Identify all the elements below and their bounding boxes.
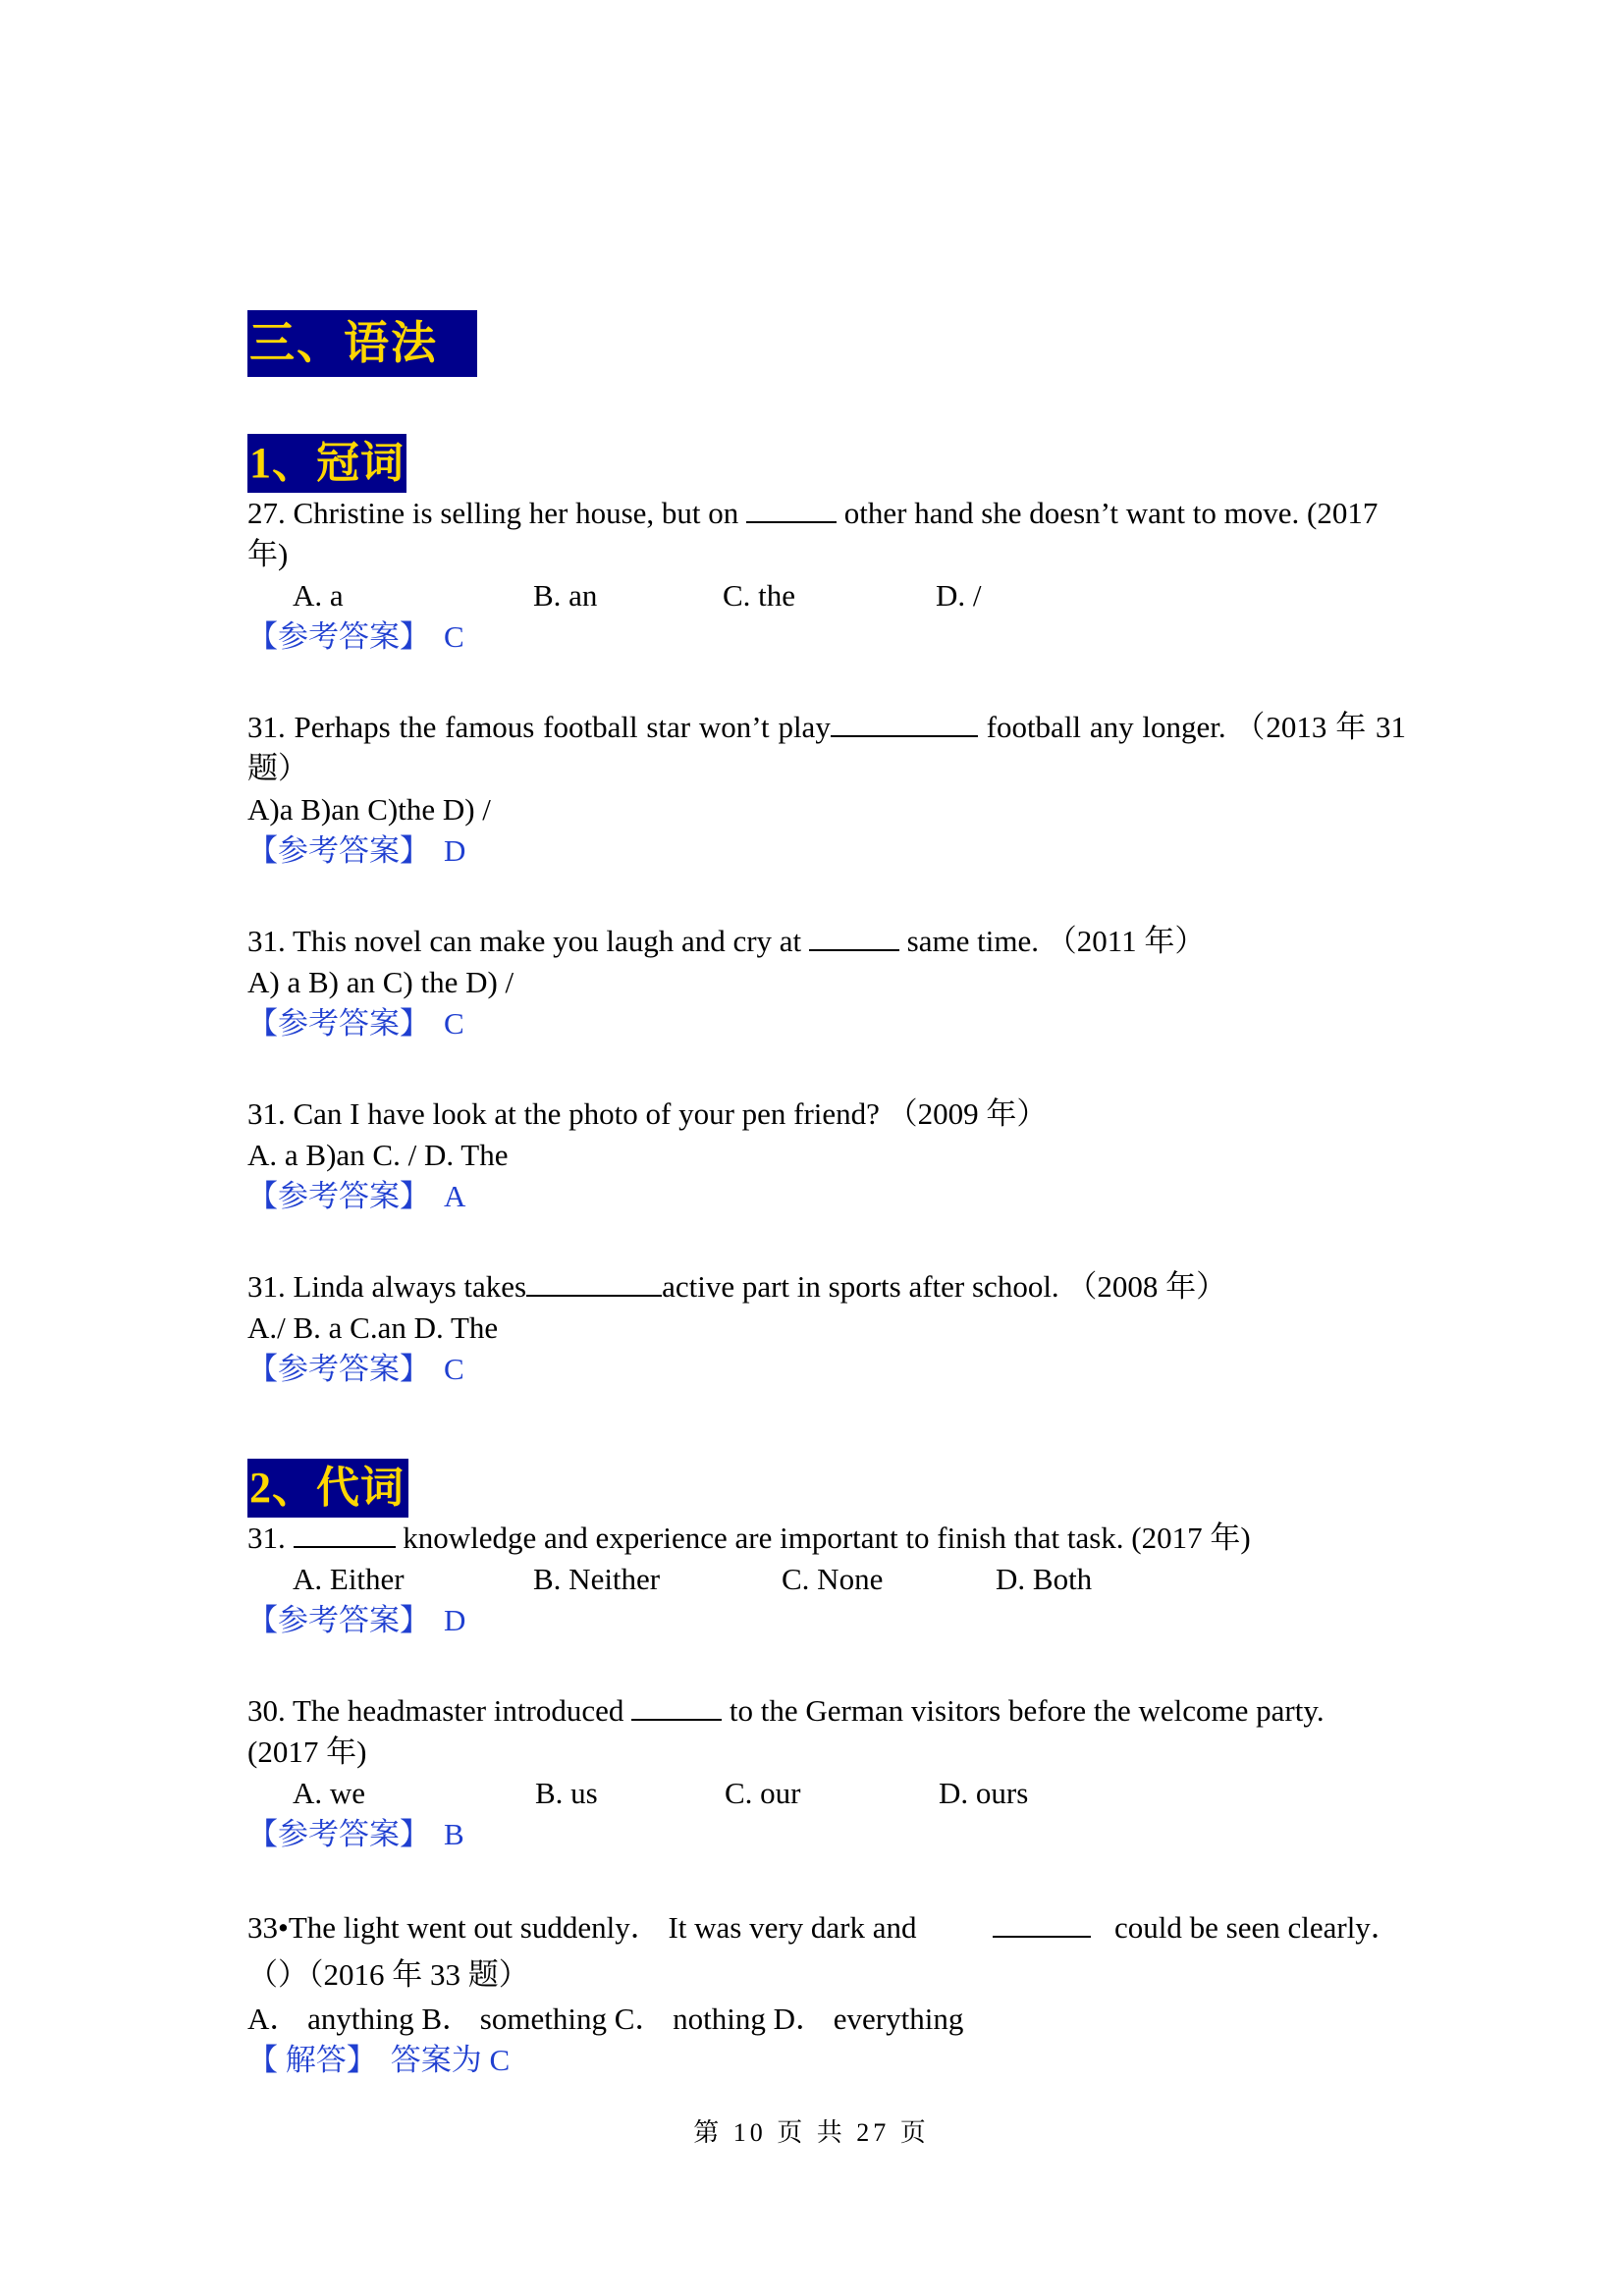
question-block bbox=[247, 493, 1406, 658]
section-heading: 2、代词 bbox=[247, 1459, 408, 1518]
answer-line bbox=[247, 2040, 1406, 2081]
options-row bbox=[247, 575, 1406, 616]
question-block bbox=[247, 1094, 1406, 1217]
option: D. Both bbox=[996, 1562, 1093, 1596]
answer-value: C bbox=[444, 1006, 464, 1041]
question-text-part: active part in sports after school. （2008 年） bbox=[662, 1269, 1227, 1304]
answer-blank bbox=[809, 924, 899, 951]
question-text-part: 27. Christine is selling her house, but on bbox=[247, 496, 739, 530]
section-heading: 1、冠词 bbox=[247, 434, 406, 493]
options-row bbox=[247, 1559, 1406, 1600]
option: D. ours bbox=[939, 1776, 1029, 1810]
question-text-part: football any longer. （2013 年 31 题） bbox=[247, 710, 1407, 785]
answer-label: 【参考答案】 bbox=[247, 1817, 430, 1851]
question-text bbox=[247, 707, 1406, 789]
question-text-part: could be seen clearly． （）（2016 年 33 题） bbox=[247, 1910, 1401, 1992]
page-content bbox=[247, 310, 1406, 2081]
question-text-part: 31. Linda always takes bbox=[247, 1269, 527, 1304]
answer-value: 答案为 C bbox=[390, 2043, 511, 2077]
options-line: A./ B. a C.an D. The bbox=[247, 1310, 499, 1345]
options-line: A． anything B． something C． nothing D． everything bbox=[247, 2002, 964, 2036]
options-row bbox=[247, 1773, 1406, 1814]
answer-line bbox=[247, 830, 1406, 872]
question-block bbox=[247, 1518, 1406, 1641]
answer-line bbox=[247, 1814, 1406, 1855]
section-articles bbox=[247, 377, 1406, 1390]
answer-value: D bbox=[444, 833, 466, 868]
question-text-part: 31. This novel can make you laugh and cry at bbox=[247, 924, 802, 958]
answer-label: 【 解答】 bbox=[247, 2043, 377, 2077]
question-text-part: knowledge and experience are important to finish that task. (2017 年) bbox=[403, 1521, 1251, 1555]
answer-label: 【参考答案】 bbox=[247, 1352, 430, 1386]
question-text bbox=[247, 921, 1406, 962]
question-text-part: same time. （2011 年） bbox=[906, 924, 1206, 958]
question-text bbox=[247, 493, 1406, 575]
option: C. the bbox=[723, 578, 796, 613]
answer-label: 【参考答案】 bbox=[247, 1179, 430, 1213]
question-text-part: 30. The headmaster introduced bbox=[247, 1693, 624, 1728]
question-block bbox=[247, 1690, 1406, 1855]
question-block bbox=[247, 707, 1406, 872]
answer-label: 【参考答案】 bbox=[247, 1006, 430, 1041]
answer-value: B bbox=[444, 1817, 464, 1851]
option: B. an bbox=[533, 578, 598, 613]
question-block bbox=[247, 1904, 1406, 2081]
options-line: A)a B)an C)the D) / bbox=[247, 792, 491, 827]
answer-blank bbox=[294, 1521, 396, 1548]
question-text-part: to the German visitors before the welcome party. (2017 年) bbox=[247, 1693, 1325, 1769]
question-text bbox=[247, 1690, 1347, 1773]
answer-value: C bbox=[444, 619, 464, 654]
question-text: 31. Can I have look at the photo of your pen friend? （2009 年） bbox=[247, 1096, 1048, 1131]
option: A. a bbox=[293, 578, 344, 613]
option: A. Either bbox=[293, 1562, 405, 1596]
page-footer: 第 10 页 共 27 页 bbox=[693, 2118, 930, 2147]
answer-blank bbox=[631, 1693, 722, 1721]
answer-label: 【参考答案】 bbox=[247, 833, 430, 868]
answer-line bbox=[247, 1600, 1406, 1641]
answer-label: 【参考答案】 bbox=[247, 1603, 430, 1637]
answer-label: 【参考答案】 bbox=[247, 619, 430, 654]
question-text-part: 31. bbox=[247, 1521, 286, 1555]
question-text bbox=[247, 1904, 1406, 1999]
option: A. we bbox=[293, 1776, 366, 1810]
section-pronouns bbox=[247, 1390, 1406, 2081]
option: C. our bbox=[725, 1776, 801, 1810]
answer-value: D bbox=[444, 1603, 466, 1637]
answer-blank bbox=[526, 1269, 662, 1297]
question-text-part: 33•The light went out suddenly． It was very dark and bbox=[247, 1910, 917, 1945]
options-line: A. a B)an C. / D. The bbox=[247, 1138, 509, 1172]
answer-value: C bbox=[444, 1352, 464, 1386]
option: B. Neither bbox=[533, 1562, 661, 1596]
main-heading: 三、语法 bbox=[247, 310, 477, 377]
question-text bbox=[247, 1518, 1406, 1559]
answer-line bbox=[247, 1176, 1406, 1217]
question-block bbox=[247, 1266, 1406, 1390]
option: C. None bbox=[782, 1562, 884, 1596]
answer-line bbox=[247, 1349, 1406, 1390]
option: B. us bbox=[535, 1776, 598, 1810]
question-text-part: other hand she doesn’t want to move. (2017 年) bbox=[247, 496, 1379, 571]
options-line: A) a B) an C) the D) / bbox=[247, 965, 514, 999]
answer-line bbox=[247, 616, 1406, 658]
option: D. / bbox=[936, 578, 982, 613]
answer-blank bbox=[746, 496, 837, 523]
answer-value: A bbox=[444, 1179, 466, 1213]
answer-line bbox=[247, 1003, 1406, 1044]
question-text bbox=[247, 1266, 1406, 1308]
answer-blank bbox=[831, 710, 978, 737]
answer-blank bbox=[993, 1910, 1091, 1938]
question-text-part: 31. Perhaps the famous football star won’t play bbox=[247, 710, 831, 744]
question-block bbox=[247, 921, 1406, 1044]
